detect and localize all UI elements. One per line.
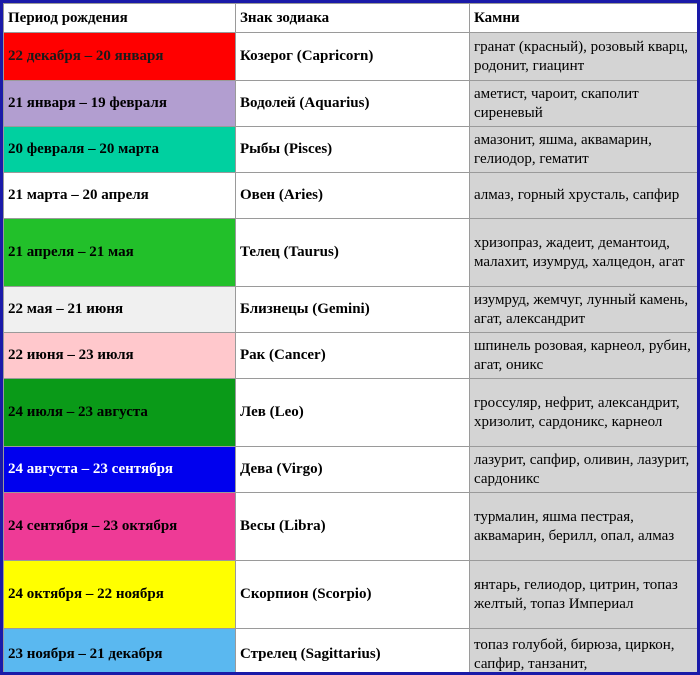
header-sign: Знак зодиака (236, 4, 470, 33)
zodiac-sign-cell: Весы (Libra) (236, 493, 470, 561)
zodiac-sign-cell: Лев (Leo) (236, 379, 470, 447)
birth-period-cell: 22 июня – 23 июля (4, 333, 236, 379)
birth-period-cell: 24 июля – 23 августа (4, 379, 236, 447)
zodiac-sign-cell: Скорпион (Scorpio) (236, 561, 470, 629)
zodiac-sign-cell: Рак (Cancer) (236, 333, 470, 379)
zodiac-sign-cell: Близнецы (Gemini) (236, 287, 470, 333)
stones-cell: гранат (красный), розовый кварц, родонит, гиацинт (470, 33, 698, 81)
table-row (4, 561, 698, 629)
zodiac-sign-cell: Телец (Taurus) (236, 219, 470, 287)
stones-cell: янтарь, гелиодор, цитрин, топаз желтый, топаз Империал (470, 561, 698, 629)
zodiac-sign-cell: Водолей (Aquarius) (236, 81, 470, 127)
table-body (4, 33, 698, 675)
header-stones: Камни (470, 4, 698, 33)
birth-period-cell: 20 февраля – 20 марта (4, 127, 236, 173)
zodiac-stones-table (3, 3, 698, 675)
stones-cell: аметист, чароит, скаполит сиреневый (470, 81, 698, 127)
stones-cell: турмалин, яшма пестрая, аквамарин, берилл, опал, алмаз (470, 493, 698, 561)
table-row (4, 379, 698, 447)
zodiac-sign-cell: Рыбы (Pisces) (236, 127, 470, 173)
birth-period-cell: 23 ноября – 21 декабря (4, 629, 236, 675)
table-row (4, 447, 698, 493)
stones-cell: хризопраз, жадеит, демантоид, малахит, изумруд, халцедон, агат (470, 219, 698, 287)
table-row (4, 219, 698, 287)
header-period: Период рождения (4, 4, 236, 33)
birth-period-cell: 21 апреля – 21 мая (4, 219, 236, 287)
birth-period-cell: 21 марта – 20 апреля (4, 173, 236, 219)
table-row (4, 33, 698, 81)
table-header-row (4, 4, 698, 33)
stones-cell: алмаз, горный хрусталь, сапфир (470, 173, 698, 219)
table-row (4, 333, 698, 379)
zodiac-sign-cell: Козерог (Capricorn) (236, 33, 470, 81)
table-row (4, 173, 698, 219)
stones-cell: шпинель розовая, карнеол, рубин, агат, оникс (470, 333, 698, 379)
birth-period-cell: 24 октября – 22 ноября (4, 561, 236, 629)
stones-cell: гроссуляр, нефрит, александрит, хризолит, сардоникс, карнеол (470, 379, 698, 447)
stones-cell: амазонит, яшма, аквамарин, гелиодор, гематит (470, 127, 698, 173)
stones-cell: лазурит, сапфир, оливин, лазурит, сардоникс (470, 447, 698, 493)
zodiac-sign-cell: Стрелец (Sagittarius) (236, 629, 470, 675)
table-row (4, 629, 698, 675)
zodiac-sign-cell: Овен (Aries) (236, 173, 470, 219)
table-row (4, 287, 698, 333)
stones-cell: изумруд, жемчуг, лунный камень, агат, александрит (470, 287, 698, 333)
table-row (4, 81, 698, 127)
table-row (4, 127, 698, 173)
table-row (4, 493, 698, 561)
birth-period-cell: 24 августа – 23 сентября (4, 447, 236, 493)
zodiac-sign-cell: Дева (Virgo) (236, 447, 470, 493)
birth-period-cell: 22 мая – 21 июня (4, 287, 236, 333)
birth-period-cell: 22 декабря – 20 января (4, 33, 236, 81)
stones-cell: топаз голубой, бирюза, циркон, сапфир, танзанит, (470, 629, 698, 675)
birth-period-cell: 21 января – 19 февраля (4, 81, 236, 127)
birth-period-cell: 24 сентября – 23 октября (4, 493, 236, 561)
